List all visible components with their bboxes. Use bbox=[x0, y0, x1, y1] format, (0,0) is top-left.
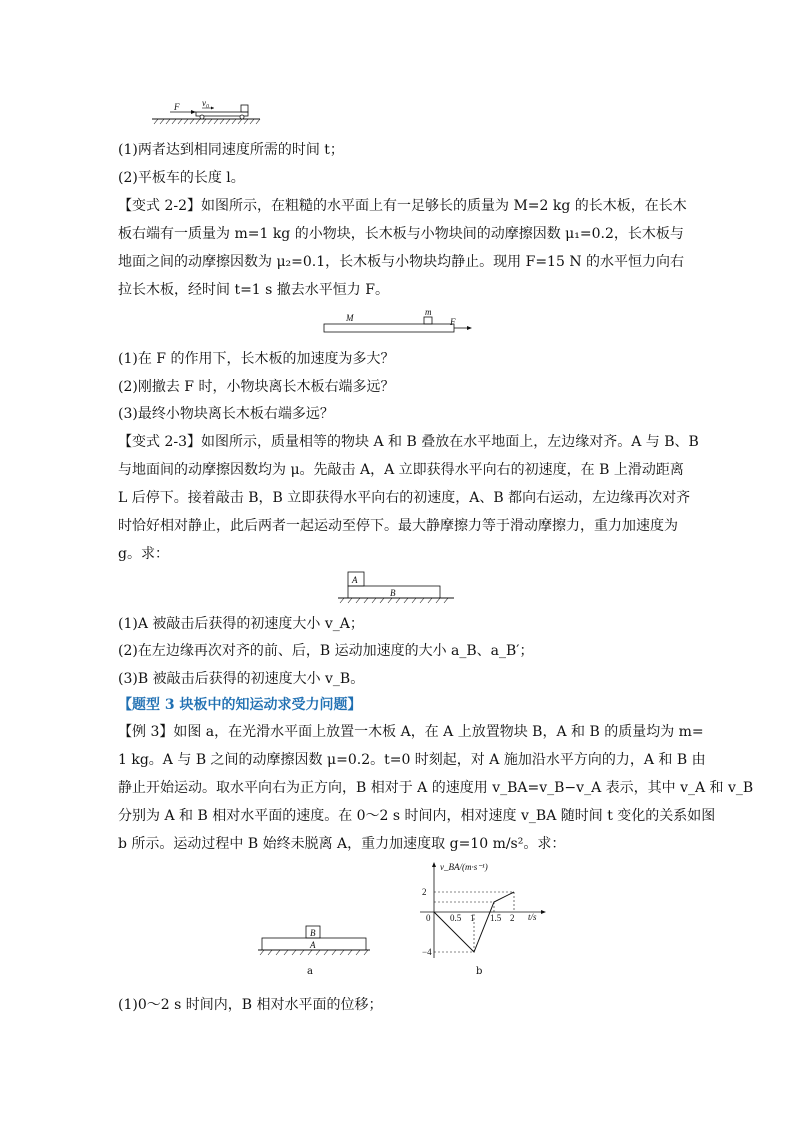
block-mass-label: m bbox=[425, 307, 432, 317]
paragraph-line: b 所示。运动过程中 B 始终未脱离 A，重力加速度取 g=10 m/s²。求： bbox=[118, 836, 566, 852]
block-a-label: A bbox=[352, 575, 358, 585]
figure-b-caption: b bbox=[476, 966, 483, 977]
question-line: (1)A 被敲击后获得的初速度大小 v_A； bbox=[118, 616, 364, 632]
force-label: F bbox=[450, 317, 456, 327]
velocity-label: v₀ bbox=[202, 98, 210, 108]
question-line: (1)两者达到相同速度所需的时间 t； bbox=[118, 142, 344, 158]
figure-b-chart bbox=[410, 858, 550, 962]
block-b-label: B bbox=[310, 928, 316, 938]
paragraph-line: 与地面间的动摩擦因数均为 μ。先敲击 A，A 立即获得水平向右的初速度，在 B 上滑动距离 bbox=[118, 462, 684, 478]
question-line: (2)在左边缘再次对齐的前、后，B 运动加速度的大小 a_B、a_B′； bbox=[118, 643, 534, 659]
figure-a-caption: a bbox=[307, 966, 313, 977]
force-label: F bbox=[174, 102, 180, 112]
y-axis-arrow bbox=[432, 862, 436, 867]
question-line: (2)平板车的长度 l。 bbox=[118, 170, 245, 186]
board-diagram bbox=[322, 308, 482, 338]
paragraph-line: g。求： bbox=[118, 546, 169, 562]
question-line: (1)在 F 的作用下，长木板的加速度为多大？ bbox=[118, 351, 395, 367]
question-line: (3)最终小物块离长木板右端多远？ bbox=[118, 406, 334, 422]
paragraph-line: 静止开始运动。取水平向右为正方向，B 相对于 A 的速度用 v_BA=v_B−v_A 表示，其中 v_A 和 v_B bbox=[118, 780, 754, 796]
x-axis-arrow bbox=[541, 910, 546, 914]
figure-cart bbox=[150, 100, 270, 130]
x-tick-label: 0.5 bbox=[450, 913, 462, 923]
vba-chart bbox=[410, 858, 550, 962]
paragraph-line: 1 kg。A 与 B 之间的动摩擦因数 μ=0.2。t=0 时刻起，对 A 施加沿水平方向的力，A 和 B 由 bbox=[118, 752, 706, 768]
y-tick-label: 2 bbox=[422, 887, 427, 897]
figure-board bbox=[322, 308, 482, 338]
x-tick-label: 0 bbox=[426, 913, 431, 923]
paragraph-line: 【例 3】如图 a，在光滑水平面上放置一木板 A，在 A 上放置物块 B，A 和 B 的质量均为 m= bbox=[118, 724, 704, 740]
figure-a bbox=[258, 922, 378, 958]
stacked-blocks-diagram bbox=[338, 570, 458, 606]
figure-a-diagram bbox=[258, 922, 378, 958]
question-line: (3)B 被敲击后获得的初速度大小 v_B。 bbox=[118, 671, 365, 687]
paragraph-line: 拉长木板，经时间 t=1 s 撤去水平恒力 F。 bbox=[118, 282, 389, 298]
paragraph-line: 【变式 2-2】如图所示，在粗糙的水平面上有一足够长的质量为 M=2 kg 的长木板，在长木 bbox=[118, 198, 687, 214]
paragraph-line: 板右端有一质量为 m=1 kg 的小物块，长木板与小物块间的动摩擦因数 μ₁=0.2，长木板与 bbox=[118, 226, 684, 242]
x-tick-label: 1.5 bbox=[490, 913, 502, 923]
board-a-label: A bbox=[310, 940, 316, 950]
x-tick-label: 1 bbox=[470, 913, 475, 923]
figure-stacked-blocks bbox=[338, 570, 458, 606]
paragraph-line: 地面之间的动摩擦因数为 μ₂=0.1，长木板与小物块均静止。现用 F=15 N 的水平恒力向右 bbox=[118, 254, 685, 270]
y-axis-label: v_BA/(m·s⁻¹) bbox=[440, 862, 488, 872]
block-b-label: B bbox=[390, 588, 396, 598]
y-tick-label: −4 bbox=[422, 947, 432, 957]
section-heading: 【题型 3 块板中的知运动求受力问题】 bbox=[118, 697, 362, 713]
paragraph-line: L 后停下。接着敲击 B，B 立即获得水平向右的初速度，A、B 都向右运动，左边缘再次对齐 bbox=[118, 490, 691, 506]
question-line: (1)0～2 s 时间内，B 相对水平面的位移； bbox=[118, 997, 383, 1013]
paragraph-line: 【变式 2-3】如图所示，质量相等的物块 A 和 B 叠放在水平地面上，左边缘对齐。A 与 B、B bbox=[118, 434, 699, 450]
paragraph-line: 时恰好相对静止，此后两者一起运动至停下。最大静摩擦力等于滑动摩擦力，重力加速度为 bbox=[118, 518, 678, 534]
cart-diagram bbox=[150, 100, 270, 130]
paragraph-line: 分别为 A 和 B 相对水平面的速度。在 0～2 s 时间内，相对速度 v_BA 随时间 t 变化的关系如图 bbox=[118, 808, 716, 824]
question-line: (2)刚撤去 F 时，小物块离长木板右端多远？ bbox=[118, 379, 395, 395]
x-tick-label: 2 bbox=[510, 913, 515, 923]
board-mass-label: M bbox=[346, 313, 354, 323]
x-axis-label: t/s bbox=[528, 912, 537, 922]
